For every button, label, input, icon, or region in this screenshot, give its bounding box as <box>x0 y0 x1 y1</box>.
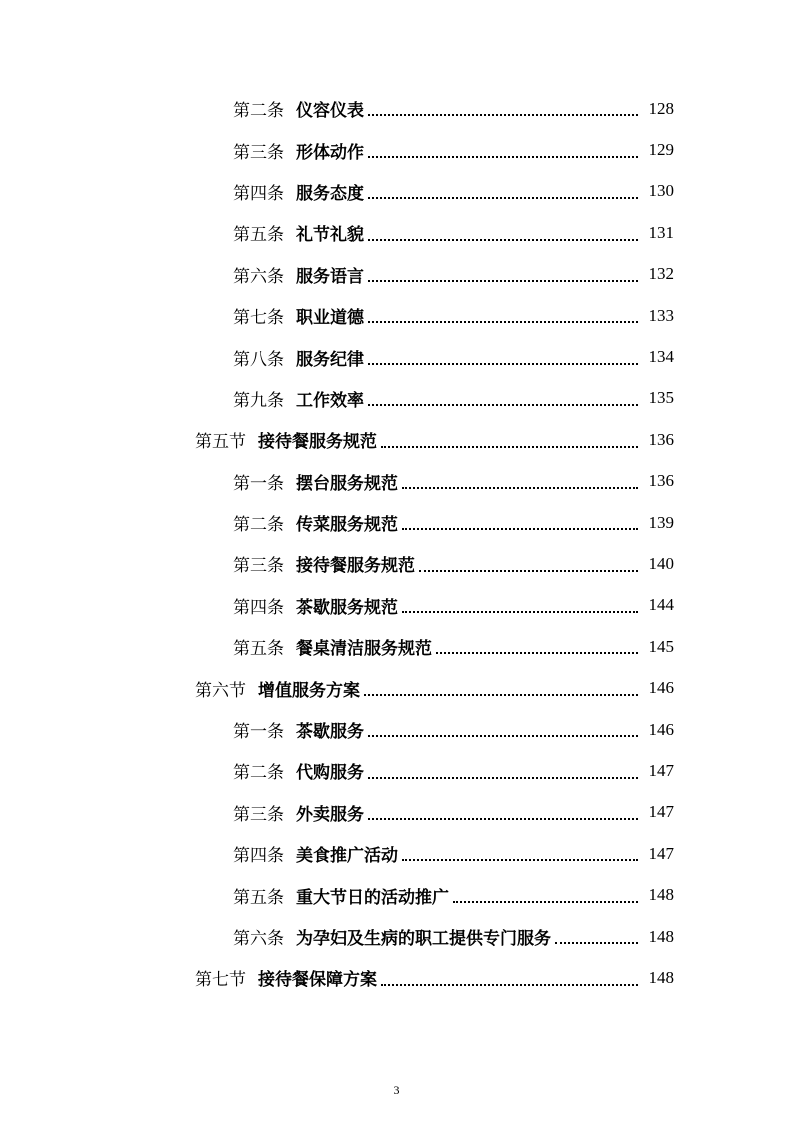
toc-entry-page: 134 <box>648 347 674 367</box>
toc-entry-title: 为孕妇及生病的职工提供专门服务 <box>296 929 551 949</box>
toc-entry[interactable] <box>0 585 793 626</box>
toc-entry-number: 第四条 <box>233 846 284 867</box>
toc-leader-dots <box>368 320 638 323</box>
toc-leader-dots <box>368 279 638 282</box>
toc-entry-title: 服务态度 <box>296 183 364 204</box>
toc-entry-number: 第一条 <box>233 722 284 743</box>
toc-entry-title: 餐桌清洁服务规范 <box>296 639 432 660</box>
toc-entry[interactable] <box>0 874 793 915</box>
toc-entry[interactable] <box>0 254 793 295</box>
toc-entry-page: 148 <box>648 967 674 987</box>
toc-leader-dots <box>436 651 638 654</box>
toc-entry-page: 145 <box>648 636 674 656</box>
toc-entry-title: 接待餐保障方案 <box>258 970 377 991</box>
toc-entry-number: 第九条 <box>233 390 284 411</box>
toc-entry-page: 136 <box>648 429 674 449</box>
toc-entry-title: 美食推广活动 <box>296 846 398 867</box>
toc-entry[interactable] <box>0 916 793 957</box>
toc-entry[interactable] <box>0 502 793 543</box>
toc-entry-page: 129 <box>648 140 674 160</box>
toc-entry-page: 132 <box>648 264 674 284</box>
toc-entry[interactable] <box>0 378 793 419</box>
toc-leader-dots <box>368 734 638 737</box>
toc-leader-dots <box>368 196 638 199</box>
toc-entry-page: 147 <box>648 802 674 822</box>
toc-leader-dots <box>368 776 638 779</box>
toc-entry-page: 135 <box>648 388 674 408</box>
toc-section-entry[interactable] <box>0 419 793 460</box>
toc-entry-number: 第六条 <box>233 266 284 287</box>
toc-entry-title: 接待餐服务规范 <box>258 432 377 453</box>
toc-entry[interactable] <box>0 129 793 170</box>
toc-entry-number: 第八条 <box>233 349 284 370</box>
toc-entry-page: 147 <box>648 760 674 780</box>
toc-entry-number: 第二条 <box>233 763 284 784</box>
toc-entry-title: 摆台服务规范 <box>296 473 398 494</box>
toc-entry-page: 146 <box>648 719 674 739</box>
toc-entry-title: 增值服务方案 <box>258 680 360 701</box>
toc-entry[interactable] <box>0 626 793 667</box>
toc-entry-page: 146 <box>648 678 674 698</box>
toc-leader-dots <box>368 238 638 241</box>
toc-entry-title: 仪容仪表 <box>296 101 364 122</box>
toc-entry-number: 第六条 <box>233 929 284 949</box>
toc-section-entry[interactable] <box>0 667 793 708</box>
toc-entry-title: 职业道德 <box>296 308 364 329</box>
toc-leader-dots <box>368 113 638 116</box>
toc-entry-number: 第五条 <box>233 225 284 246</box>
toc-entry[interactable] <box>0 833 793 874</box>
toc-entry-page: 140 <box>648 553 674 573</box>
toc-entry-page: 133 <box>648 305 674 325</box>
toc-entry-title: 服务语言 <box>296 266 364 287</box>
toc-entry-title: 外卖服务 <box>296 804 364 825</box>
toc-entry-number: 第三条 <box>233 556 284 577</box>
toc-entry-number: 第五条 <box>233 639 284 660</box>
toc-leader-dots <box>555 941 638 944</box>
toc-entry-number: 第七条 <box>233 308 284 329</box>
toc-entry-number: 第三条 <box>233 142 284 163</box>
toc-leader-dots <box>419 569 638 572</box>
toc-entry-page: 144 <box>648 595 674 615</box>
toc-entry[interactable] <box>0 171 793 212</box>
toc-entry-page: 131 <box>648 222 674 242</box>
toc-entry[interactable] <box>0 336 793 377</box>
toc-entry-page: 148 <box>648 885 674 905</box>
toc-entry[interactable] <box>0 750 793 791</box>
toc-entry-page: 128 <box>648 98 674 118</box>
toc-entry-page: 139 <box>648 512 674 532</box>
toc-entry-title: 工作效率 <box>296 390 364 411</box>
toc-entry-number: 第四条 <box>233 597 284 618</box>
toc-entry-page: 148 <box>648 926 674 946</box>
toc-entry-number: 第六节 <box>195 680 246 701</box>
toc-entry-number: 第七节 <box>195 970 246 991</box>
toc-entry-number: 第五节 <box>195 432 246 453</box>
page-number: 3 <box>393 1083 400 1097</box>
toc-entry[interactable] <box>0 792 793 833</box>
toc-section-entry[interactable] <box>0 957 793 998</box>
toc-entry-number: 第二条 <box>233 515 284 536</box>
toc-entry-title: 礼节礼貌 <box>296 225 364 246</box>
table-of-contents <box>0 88 793 999</box>
toc-entry-page: 136 <box>648 471 674 491</box>
toc-entry-title: 形体动作 <box>296 142 364 163</box>
toc-leader-dots <box>402 527 638 530</box>
toc-entry-number: 第四条 <box>233 183 284 204</box>
toc-entry-number: 第二条 <box>233 101 284 122</box>
toc-entry-title: 代购服务 <box>296 763 364 784</box>
toc-leader-dots <box>368 403 638 406</box>
toc-entry[interactable] <box>0 709 793 750</box>
toc-entry-number: 第五条 <box>233 887 284 908</box>
toc-leader-dots <box>402 858 638 861</box>
toc-entry[interactable] <box>0 295 793 336</box>
toc-leader-dots <box>402 486 638 489</box>
toc-leader-dots <box>381 983 638 986</box>
toc-leader-dots <box>368 817 638 820</box>
toc-entry-number: 第一条 <box>233 473 284 494</box>
toc-entry-title: 茶歇服务规范 <box>296 597 398 618</box>
toc-entry-number: 第三条 <box>233 804 284 825</box>
toc-entry-title: 重大节日的活动推广 <box>296 887 449 908</box>
toc-entry-title: 服务纪律 <box>296 349 364 370</box>
toc-leader-dots <box>402 610 638 613</box>
toc-entry-title: 茶歇服务 <box>296 722 364 743</box>
toc-leader-dots <box>453 900 638 903</box>
toc-leader-dots <box>364 693 638 696</box>
toc-entry-title: 传菜服务规范 <box>296 515 398 536</box>
toc-entry[interactable] <box>0 543 793 584</box>
toc-leader-dots <box>368 155 638 158</box>
toc-leader-dots <box>368 362 638 365</box>
toc-entry-title: 接待餐服务规范 <box>296 556 415 577</box>
toc-entry[interactable] <box>0 88 793 129</box>
toc-leader-dots <box>381 445 638 448</box>
toc-entry-page: 130 <box>648 181 674 201</box>
toc-entry[interactable] <box>0 461 793 502</box>
toc-entry-page: 147 <box>648 843 674 863</box>
toc-entry[interactable] <box>0 212 793 253</box>
